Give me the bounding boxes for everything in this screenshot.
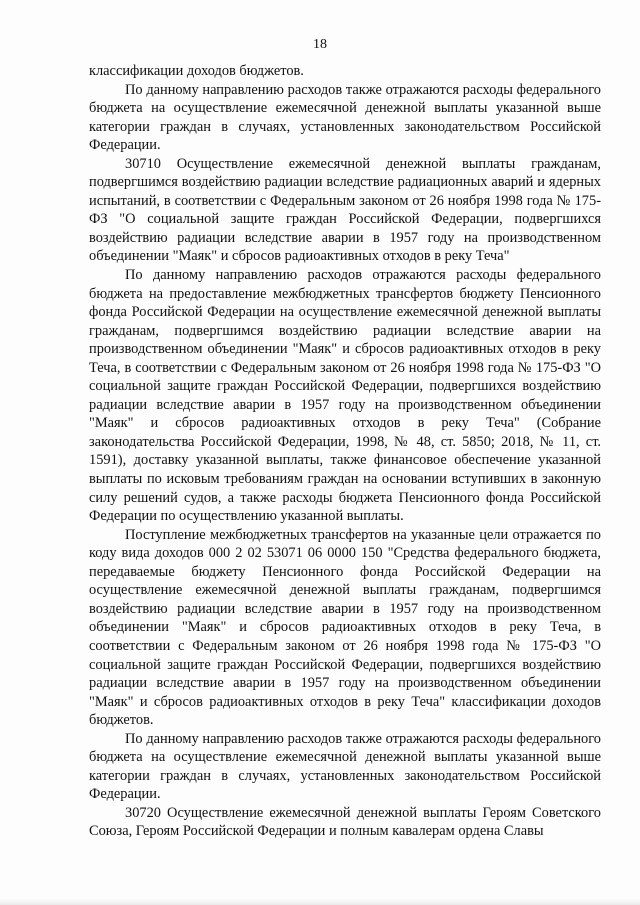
page-number: 18	[313, 37, 327, 52]
paragraph-code-30710: 30710 Осуществление ежемесячной денежной выплаты гражданам, подвергшимся воздействию радиации вследствие радиационных аварий и ядерных испытаний, в соответствии с Федеральным законом от 26 ноября 1998 года № 175-ФЗ "О социальной защите граждан Российской Федерации, подвергшихся воздействию радиации вследствие аварии в 1957 году на производственном объединении "Маяк" и сбросов радиоактивных отходов в реку Теча"	[89, 155, 601, 265]
paragraph-transfers-description: По данному направлению расходов отражаются расходы федерального бюджета на предоставление межбюджетных трансфертов бюджету Пенсионного фонда Российской Федерации на осуществление ежемесячной денежной выплаты гражданам, подвергшимся воздействию радиации вследствие аварии на производственном объединении "Маяк" и сбросов радиоактивных отходов в реку Теча, в соответствии с Федеральным законом от 26 ноября 1998 года № 175-ФЗ "О социальной защите граждан Российской Федерации, подвергшихся воздействию радиации вследствие аварии в 1957 году на производственном объединении "Маяк" и сбросов радиоактивных отходов в реку Теча" (Собрание законодательства Российской Федерации, 1998, № 48, ст. 5850; 2018, № 11, ст. 1591), доставку указанной выплаты, также финансовое обеспечение указанной выплаты по исковым требованиям граждан на основании вступивших в законную силу решений судов, а также расходы бюджета Пенсионного фонда Российской Федерации по осуществлению указанной выплаты.	[89, 267, 601, 525]
paragraph-expenses-note-2: По данному направлению расходов также отражаются расходы федерального бюджета на осуществление ежемесячной денежной выплаты указанной выше категории граждан в случаях, установленных законодательством Российской Федерации.	[89, 730, 601, 803]
document-body	[89, 62, 601, 841]
paragraph-continuation: классификации доходов бюджетов.	[89, 63, 304, 79]
paragraph-revenue-code: Поступление межбюджетных трансфертов на указанные цели отражается по коду вида доходов 000 2 02 53071 06 0000 150 "Средства федерального бюджета, передаваемые бюджету Пенсионного фонда Российской Федерации на осуществление ежемесячной денежной выплаты гражданам, подвергшимся воздействию радиации вследствие аварии в 1957 году на производственном объединении "Маяк" и сбросов радиоактивных отходов в реку Теча, в соответствии с Федеральным законом от 26 ноября 1998 года № 175-ФЗ "О социальной защите граждан Российской Федерации, подвергшихся воздействию радиации вследствие аварии в 1957 году на производственном объединении "Маяк" и сбросов радиоактивных отходов в реку Теча" классификации доходов бюджетов.	[89, 526, 601, 729]
paragraph-code-30720: 30720 Осуществление ежемесячной денежной выплаты Героям Советского Союза, Героям Российской Федерации и полным кавалерам ордена Славы	[89, 804, 601, 840]
scan-edge	[0, 899, 640, 905]
paragraph-expenses-note: По данному направлению расходов также отражаются расходы федерального бюджета на осуществление ежемесячной денежной выплаты указанной выше категории граждан в случаях, установленных законодательством Российской Федерации.	[89, 81, 601, 154]
